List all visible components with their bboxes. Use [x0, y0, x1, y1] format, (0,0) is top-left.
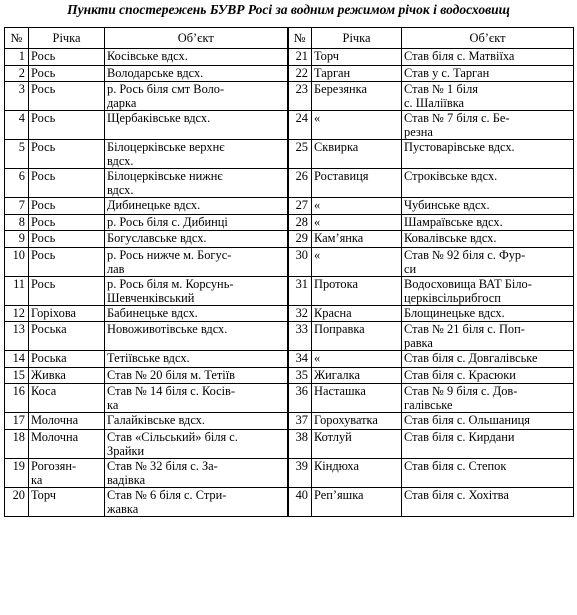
cell-river-left: [29, 49, 105, 66]
cell-river-left-line: Рось: [31, 65, 56, 80]
cell-num-left-line: 3: [18, 82, 25, 96]
cell-num-left-line: 7: [18, 198, 25, 212]
cell-num-left: [5, 111, 29, 140]
cell-river-right-line: Котлуй: [314, 429, 352, 444]
cell-object-right-line: галівське: [404, 398, 453, 412]
cell-num-left: [5, 413, 29, 430]
cell-num-left-line: 18: [12, 429, 25, 444]
table-row: [5, 214, 574, 231]
table-row: [5, 458, 574, 487]
cell-object-right-line: Став біля с. Довгалівське: [404, 351, 538, 365]
table-row: [5, 305, 574, 322]
cell-river-left-line: Живка: [31, 367, 66, 382]
cell-object-right-line: Водосховища ВАТ Біло-: [404, 276, 532, 291]
cell-object-left: [105, 487, 288, 516]
cell-river-right-line: «: [314, 247, 321, 262]
cell-num-right-line: 23: [295, 82, 308, 96]
cell-num-left: [5, 384, 29, 413]
cell-river-left: [29, 231, 105, 248]
cell-num-left-line: 4: [18, 111, 25, 125]
cell-river-left-line: Роська: [31, 351, 67, 365]
cell-river-right: [312, 429, 402, 458]
cell-object-left-line: Став № 32 біля с. За-: [107, 458, 218, 473]
header-object-left: Об’єкт: [105, 28, 288, 49]
table-row: [5, 65, 574, 82]
cell-river-right-line: Кам’янка: [314, 231, 364, 245]
cell-num-left: [5, 231, 29, 248]
cell-object-right: [402, 322, 574, 351]
header-river-right: Річка: [312, 28, 402, 49]
cell-object-right-line: церківсільрибгосп: [404, 290, 501, 305]
cell-num-right-line: 30: [295, 247, 308, 262]
cell-river-right-line: Горохуватка: [314, 413, 378, 427]
cell-object-left-line: ка: [107, 398, 119, 412]
cell-object-left-line: Богуславське вдсх.: [107, 231, 207, 245]
cell-river-left: [29, 247, 105, 276]
cell-object-right-line: Чубинське вдсх.: [404, 198, 490, 212]
cell-object-left: [105, 276, 288, 305]
cell-object-right: [402, 111, 574, 140]
cell-river-right-line: «: [314, 111, 321, 125]
cell-river-right: [312, 65, 402, 82]
cell-river-left: [29, 458, 105, 487]
cell-river-right-line: Сквирка: [314, 140, 359, 154]
cell-num-right-line: 36: [295, 384, 308, 398]
cell-river-right-line: Насташка: [314, 384, 366, 398]
cell-object-left-line: вдсх.: [107, 154, 134, 168]
table-row: [5, 169, 574, 198]
cell-object-left-line: Став «Сільський» біля с.: [107, 429, 238, 444]
cell-river-left-line: Молочна: [31, 429, 79, 444]
cell-object-right-line: Став № 7 біля с. Бе-: [404, 111, 510, 125]
cell-object-left-line: вдсх.: [107, 183, 134, 197]
cell-num-right: [288, 458, 312, 487]
cell-object-right: [402, 305, 574, 322]
cell-object-left: [105, 247, 288, 276]
cell-river-right: [312, 82, 402, 111]
cell-num-left: [5, 198, 29, 215]
table-row: [5, 49, 574, 66]
cell-num-left: [5, 322, 29, 351]
cell-object-left: [105, 413, 288, 430]
cell-num-right: [288, 214, 312, 231]
cell-object-left-line: р. Рось нижче м. Богус-: [107, 247, 232, 262]
cell-object-left-line: р. Рось біля смт Воло-: [107, 82, 225, 96]
cell-num-left: [5, 169, 29, 198]
table-row: [5, 351, 574, 368]
cell-river-right: [312, 49, 402, 66]
cell-num-left-line: 20: [12, 487, 25, 502]
cell-object-right: [402, 276, 574, 305]
cell-num-right-line: 39: [295, 458, 308, 473]
cell-object-left: [105, 111, 288, 140]
cell-object-left: [105, 49, 288, 66]
cell-object-right: [402, 82, 574, 111]
cell-river-left-line: Молочна: [31, 413, 79, 427]
cell-river-left: [29, 65, 105, 82]
cell-river-left: [29, 140, 105, 169]
cell-object-right-line: с. Шаліївка: [404, 96, 465, 110]
cell-object-left: [105, 351, 288, 368]
cell-river-right: [312, 169, 402, 198]
cell-river-right: [312, 305, 402, 322]
cell-num-right: [288, 384, 312, 413]
cell-object-left-line: Новоживотівське вдсх.: [107, 322, 228, 336]
cell-num-right: [288, 49, 312, 66]
cell-object-left-line: Дибинецьке вдсх.: [107, 198, 201, 212]
cell-river-right: [312, 351, 402, 368]
table-row: [5, 413, 574, 430]
cell-river-right: [312, 140, 402, 169]
cell-river-right: [312, 322, 402, 351]
header-num-right: №: [288, 28, 312, 49]
cell-num-left: [5, 214, 29, 231]
cell-object-right: [402, 214, 574, 231]
cell-object-right-line: Шамраївське вдсх.: [404, 214, 503, 229]
cell-num-right: [288, 322, 312, 351]
cell-object-left: [105, 169, 288, 198]
cell-num-right: [288, 169, 312, 198]
cell-river-right-line: Красна: [314, 305, 352, 320]
cell-river-left: [29, 487, 105, 516]
cell-object-right-line: Став № 1 біля: [404, 82, 478, 96]
cell-num-right-line: 24: [295, 111, 308, 125]
cell-num-left-line: 19: [12, 458, 25, 473]
table-row: [5, 322, 574, 351]
cell-num-right-line: 37: [295, 413, 308, 427]
cell-river-left-line: Рось: [31, 276, 56, 291]
cell-object-left-line: дарка: [107, 96, 137, 110]
cell-river-left: [29, 322, 105, 351]
cell-object-right: [402, 231, 574, 248]
cell-object-right: [402, 351, 574, 368]
cell-object-right-line: Ковалівське вдсх.: [404, 231, 497, 245]
table-row: [5, 82, 574, 111]
cell-river-left: [29, 413, 105, 430]
cell-object-right-line: Строківське вдсх.: [404, 169, 498, 183]
cell-river-left: [29, 214, 105, 231]
cell-object-right-line: Став біля с. Красюки: [404, 367, 516, 382]
cell-river-right: [312, 198, 402, 215]
cell-num-left-line: 8: [18, 214, 25, 229]
cell-river-left-line: Рось: [31, 111, 56, 125]
cell-river-right-line: Поправка: [314, 322, 365, 336]
cell-num-left: [5, 487, 29, 516]
cell-river-left-line: Роська: [31, 322, 67, 336]
cell-river-right-line: Тарган: [314, 65, 351, 80]
table-row: [5, 140, 574, 169]
cell-num-right: [288, 305, 312, 322]
cell-river-left-line: Рось: [31, 198, 56, 212]
cell-object-left-line: Білоцерківське нижнє: [107, 169, 223, 183]
cell-object-left-line: вадівка: [107, 472, 146, 487]
cell-object-left-line: Білоцерківське верхнє: [107, 140, 225, 154]
cell-num-right-line: 21: [295, 49, 308, 63]
cell-river-left: [29, 82, 105, 111]
cell-river-left-line: Рось: [31, 82, 56, 96]
cell-object-right: [402, 49, 574, 66]
cell-river-left: [29, 367, 105, 384]
cell-river-right: [312, 111, 402, 140]
cell-num-right-line: 38: [295, 429, 308, 444]
cell-object-right: [402, 413, 574, 430]
cell-num-right: [288, 351, 312, 368]
cell-num-left-line: 13: [12, 322, 25, 336]
cell-river-left-line: Рось: [31, 169, 56, 183]
header-river-left: Річка: [29, 28, 105, 49]
header-object-right: Об’єкт: [402, 28, 574, 49]
header-num-left: №: [5, 28, 29, 49]
cell-num-left-line: 10: [12, 247, 25, 262]
cell-num-left: [5, 429, 29, 458]
cell-river-left: [29, 198, 105, 215]
cell-river-right-line: Торч: [314, 49, 339, 63]
cell-object-right-line: Став № 21 біля с. Поп-: [404, 322, 525, 336]
cell-river-left-line: Рось: [31, 49, 56, 63]
cell-river-right-line: Протока: [314, 276, 358, 291]
cell-num-right: [288, 65, 312, 82]
cell-river-right: [312, 384, 402, 413]
cell-river-right: [312, 413, 402, 430]
cell-object-right-line: Став біля с. Кирдани: [404, 429, 515, 444]
table-row: [5, 111, 574, 140]
cell-num-right-line: 28: [295, 214, 308, 229]
cell-object-left-line: Бабинецьке вдсх.: [107, 305, 198, 320]
cell-object-left-line: Щербаківське вдсх.: [107, 111, 211, 125]
cell-river-right-line: Жигалка: [314, 367, 360, 382]
cell-object-left: [105, 231, 288, 248]
cell-river-left-line: Рось: [31, 214, 56, 229]
table-title: Пункти спостережень БУВР Росі за водним режимом річок і водосховищ: [67, 2, 510, 17]
cell-object-right: [402, 65, 574, 82]
table-row: [5, 231, 574, 248]
cell-object-left-line: Став № 14 біля с. Косів-: [107, 384, 236, 398]
cell-num-left-line: 5: [18, 140, 25, 154]
cell-num-left: [5, 65, 29, 82]
cell-object-right: [402, 247, 574, 276]
cell-num-left-line: 2: [18, 65, 25, 80]
cell-num-left: [5, 305, 29, 322]
cell-river-left: [29, 276, 105, 305]
cell-num-left: [5, 247, 29, 276]
cell-river-left-line: Торч: [31, 487, 56, 502]
cell-river-right-line: «: [314, 198, 321, 212]
cell-num-left-line: 16: [12, 384, 25, 398]
cell-object-left-line: лав: [107, 261, 125, 276]
cell-num-left: [5, 49, 29, 66]
cell-num-right-line: 27: [295, 198, 308, 212]
cell-object-left: [105, 305, 288, 322]
cell-river-left-line: Рось: [31, 247, 56, 262]
cell-river-right: [312, 367, 402, 384]
cell-object-left-line: Шевченківський: [107, 290, 195, 305]
cell-num-right: [288, 198, 312, 215]
cell-object-left-line: жавка: [107, 501, 139, 516]
cell-river-left: [29, 384, 105, 413]
cell-object-right: [402, 429, 574, 458]
cell-object-left-line: р. Рось біля м. Корсунь-: [107, 276, 234, 291]
table-row: [5, 276, 574, 305]
cell-num-right-line: 25: [295, 140, 308, 154]
cell-object-right: [402, 140, 574, 169]
cell-object-left: [105, 140, 288, 169]
cell-num-left-line: 6: [18, 169, 25, 183]
cell-object-left: [105, 82, 288, 111]
cell-object-right: [402, 487, 574, 516]
table-row: [5, 487, 574, 516]
cell-river-left: [29, 169, 105, 198]
cell-num-right: [288, 247, 312, 276]
cell-river-left-line: ка: [31, 472, 43, 487]
cell-object-right-line: Блощинецьке вдсх.: [404, 305, 505, 320]
cell-object-right-line: си: [404, 261, 417, 276]
cell-object-right: [402, 169, 574, 198]
cell-river-left: [29, 111, 105, 140]
cell-num-left: [5, 367, 29, 384]
header-row: [5, 28, 574, 49]
cell-num-right: [288, 429, 312, 458]
cell-object-right-line: Став біля с. Хохітва: [404, 487, 509, 502]
cell-river-right-line: Реп’яшка: [314, 487, 364, 502]
cell-object-left: [105, 429, 288, 458]
cell-object-right-line: Став № 92 біля с. Фур-: [404, 247, 526, 262]
cell-object-left: [105, 384, 288, 413]
cell-num-left: [5, 458, 29, 487]
table-row: [5, 247, 574, 276]
cell-object-right: [402, 384, 574, 413]
cell-object-left-line: Галайківське вдсх.: [107, 413, 205, 427]
cell-river-left-line: Рось: [31, 231, 56, 245]
cell-object-left: [105, 214, 288, 231]
table-row: [5, 198, 574, 215]
cell-object-left: [105, 322, 288, 351]
cell-object-left: [105, 367, 288, 384]
cell-num-left: [5, 351, 29, 368]
cell-num-left-line: 9: [18, 231, 25, 245]
cell-river-right-line: Березянка: [314, 82, 368, 96]
cell-object-right-line: Став біля с. Матвіїха: [404, 49, 515, 63]
cell-object-right-line: Став біля с. Ольшаниця: [404, 413, 530, 427]
cell-river-right: [312, 247, 402, 276]
cell-river-right-line: «: [314, 214, 321, 229]
cell-num-left-line: 17: [12, 413, 25, 427]
cell-object-left: [105, 458, 288, 487]
cell-river-left-line: Коса: [31, 384, 57, 398]
cell-num-left-line: 1: [18, 49, 25, 63]
cell-river-left: [29, 429, 105, 458]
cell-river-right: [312, 231, 402, 248]
cell-object-left-line: Став № 6 біля с. Стри-: [107, 487, 227, 502]
cell-num-right: [288, 82, 312, 111]
observation-points-table: [4, 27, 574, 517]
cell-river-left: [29, 305, 105, 322]
cell-object-left: [105, 198, 288, 215]
cell-num-right-line: 29: [295, 231, 308, 245]
cell-object-left-line: Тетіївське вдсх.: [107, 351, 190, 365]
cell-num-right: [288, 413, 312, 430]
cell-object-right-line: Став № 9 біля с. Дов-: [404, 384, 518, 398]
cell-river-right-line: «: [314, 351, 321, 365]
cell-river-right-line: Кіндюха: [314, 458, 359, 473]
cell-num-right-line: 40: [295, 487, 308, 502]
cell-num-left-line: 15: [12, 367, 25, 382]
cell-object-left-line: р. Рось біля с. Дибинці: [107, 214, 228, 229]
cell-object-left-line: Косівське вдсх.: [107, 49, 188, 63]
cell-object-right-line: Став у с. Тарган: [404, 65, 490, 80]
cell-object-right-line: Пустоварівське вдсх.: [404, 140, 515, 154]
cell-object-right-line: резна: [404, 125, 433, 139]
cell-num-left: [5, 82, 29, 111]
cell-object-right: [402, 458, 574, 487]
cell-object-left-line: Став № 20 біля м. Тетіїв: [107, 367, 236, 382]
cell-object-left: [105, 65, 288, 82]
cell-num-left-line: 12: [12, 305, 25, 320]
cell-river-right: [312, 487, 402, 516]
table-row: [5, 367, 574, 384]
cell-river-right: [312, 214, 402, 231]
cell-num-right: [288, 231, 312, 248]
cell-object-right: [402, 198, 574, 215]
cell-num-right: [288, 276, 312, 305]
cell-river-left-line: Горіхова: [31, 305, 77, 320]
cell-object-right: [402, 367, 574, 384]
cell-num-right-line: 34: [295, 351, 308, 365]
cell-num-right: [288, 367, 312, 384]
cell-object-right-line: Став біля с. Степок: [404, 458, 507, 473]
cell-object-right-line: равка: [404, 336, 433, 350]
cell-num-right-line: 32: [295, 305, 308, 320]
cell-num-left: [5, 140, 29, 169]
cell-num-right: [288, 140, 312, 169]
cell-river-right-line: Роставиця: [314, 169, 369, 183]
cell-object-left-line: Володарське вдсх.: [107, 65, 204, 80]
cell-num-right-line: 35: [295, 367, 308, 382]
cell-num-right: [288, 487, 312, 516]
cell-river-right: [312, 458, 402, 487]
cell-num-right-line: 22: [295, 65, 308, 80]
cell-num-left-line: 11: [13, 276, 25, 291]
cell-river-left-line: Рогозян-: [31, 458, 77, 473]
cell-num-right-line: 33: [295, 322, 308, 336]
table-row: [5, 384, 574, 413]
cell-num-right-line: 26: [295, 169, 308, 183]
cell-num-right-line: 31: [295, 276, 308, 291]
cell-num-left: [5, 276, 29, 305]
cell-river-right: [312, 276, 402, 305]
cell-river-left: [29, 351, 105, 368]
cell-object-left-line: Зрайки: [107, 443, 145, 458]
cell-river-left-line: Рось: [31, 140, 56, 154]
cell-num-left-line: 14: [12, 351, 25, 365]
table-row: [5, 429, 574, 458]
cell-num-right: [288, 111, 312, 140]
